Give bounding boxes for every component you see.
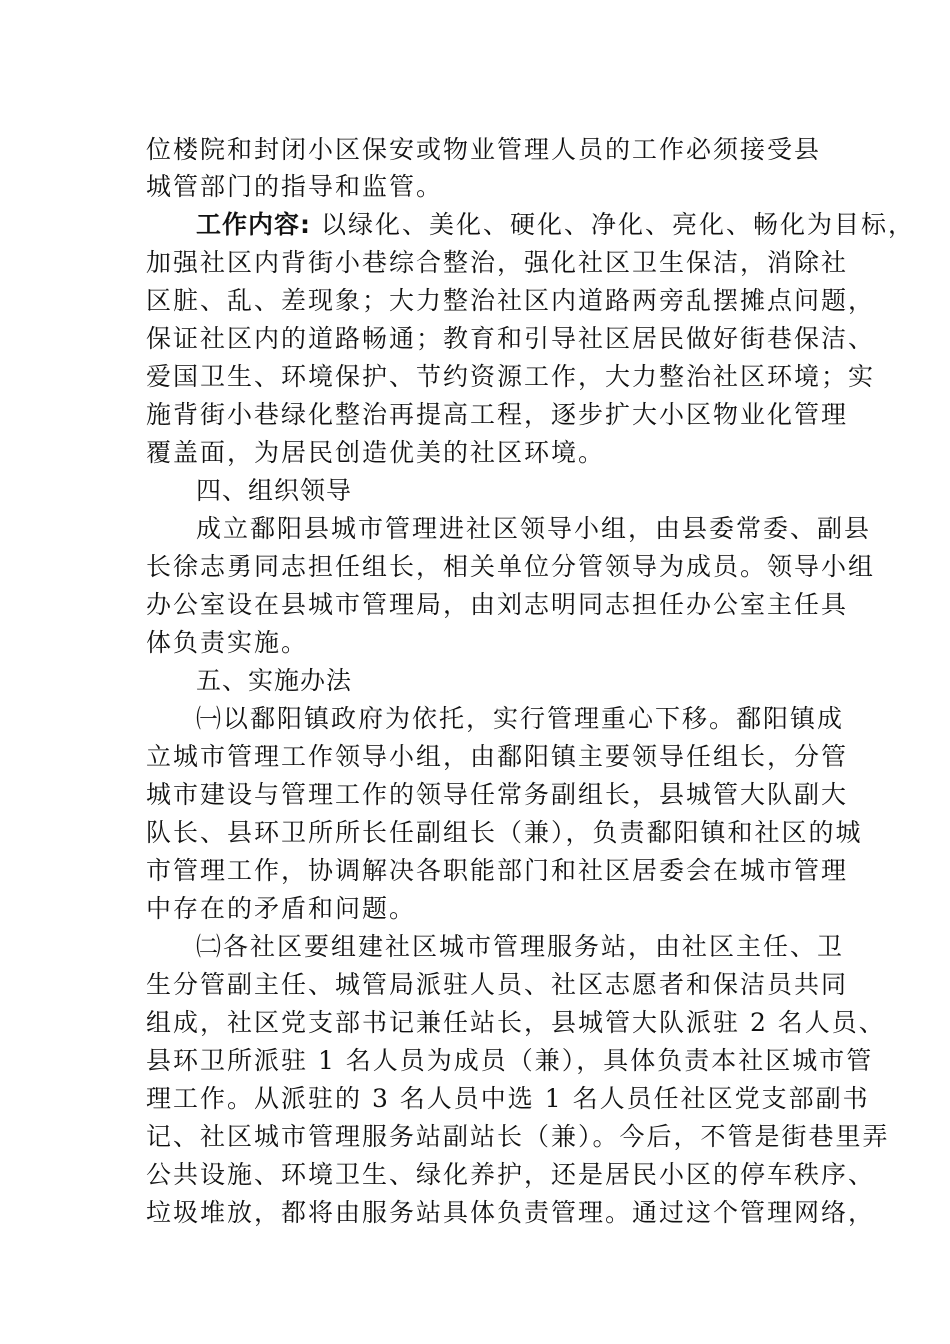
body-line: 记、社区城市管理服务站副站长（兼）。今后，不管是街巷里弄 xyxy=(146,1122,890,1151)
body-line: 垃圾堆放，都将由服务站具体负责管理。通过这个管理网络， xyxy=(146,1198,876,1227)
body-line: 县环卫所派驻 1 名人员为成员（兼），具体负责本社区城市管 xyxy=(146,1046,874,1075)
body-line: 生分管副主任、城管局派驻人员、社区志愿者和保洁员共同 xyxy=(146,970,849,999)
body-line: 办公室设在县城市管理局，由刘志明同志担任办公室主任具 xyxy=(146,590,849,619)
body-line: 施背街小巷绿化整治再提高工程，逐步扩大小区物业化管理 xyxy=(146,400,849,429)
body-line: ㈠以鄱阳镇政府为依托，实行管理重心下移。鄱阳镇成 xyxy=(196,704,845,733)
body-line: 成立鄱阳县城市管理进社区领导小组，由县委常委、副县 xyxy=(196,514,872,543)
body-line: 中存在的矛盾和问题。 xyxy=(146,894,417,923)
body-line: 覆盖面，为居民创造优美的社区环境。 xyxy=(146,438,606,467)
body-line: 立城市管理工作领导小组，由鄱阳镇主要领导任组长，分管 xyxy=(146,742,849,771)
body-line: 爱国卫生、环境保护、节约资源工作，大力整治社区环境；实 xyxy=(146,362,876,391)
body-line: 城管部门的指导和监管。 xyxy=(146,172,444,201)
body-line: 体负责实施。 xyxy=(146,628,309,657)
section-heading-organization: 四、组织领导 xyxy=(196,476,353,505)
body-line: 位楼院和封闭小区保安或物业管理人员的工作必须接受县 xyxy=(146,135,822,164)
body-line: 保证社区内的道路畅通；教育和引导社区居民做好街巷保洁、 xyxy=(146,324,876,353)
body-line: 城市建设与管理工作的领导任常务副组长，县城管大队副大 xyxy=(146,780,849,809)
body-line: 队长、县环卫所所长任副组长（兼），负责鄱阳镇和社区的城 xyxy=(146,818,863,847)
body-line: 区脏、乱、差现象；大力整治社区内道路两旁乱摆摊点问题， xyxy=(146,286,876,315)
section-heading-implementation: 五、实施办法 xyxy=(196,666,353,695)
body-line: 以绿化、美化、硬化、净化、亮化、畅化为目标， xyxy=(320,210,915,239)
body-line: 长徐志勇同志担任组长，相关单位分管领导为成员。领导小组 xyxy=(146,552,876,581)
body-line: ㈡各社区要组建社区城市管理服务站，由社区主任、卫 xyxy=(196,932,845,961)
body-line: 市管理工作，协调解决各职能部门和社区居委会在城市管理 xyxy=(146,856,849,885)
body-line: 公共设施、环境卫生、绿化养护，还是居民小区的停车秩序、 xyxy=(146,1160,876,1189)
work-content-label: 工作内容: xyxy=(196,210,311,239)
body-line: 组成，社区党支部书记兼任站长，县城管大队派驻 2 名人员、 xyxy=(146,1008,886,1037)
work-content-paragraph-start xyxy=(196,208,915,242)
body-line: 加强社区内背街小巷综合整治，强化社区卫生保洁，消除社 xyxy=(146,248,849,277)
body-line: 理工作。从派驻的 3 名人员中选 1 名人员任社区党支部副书 xyxy=(146,1084,870,1113)
